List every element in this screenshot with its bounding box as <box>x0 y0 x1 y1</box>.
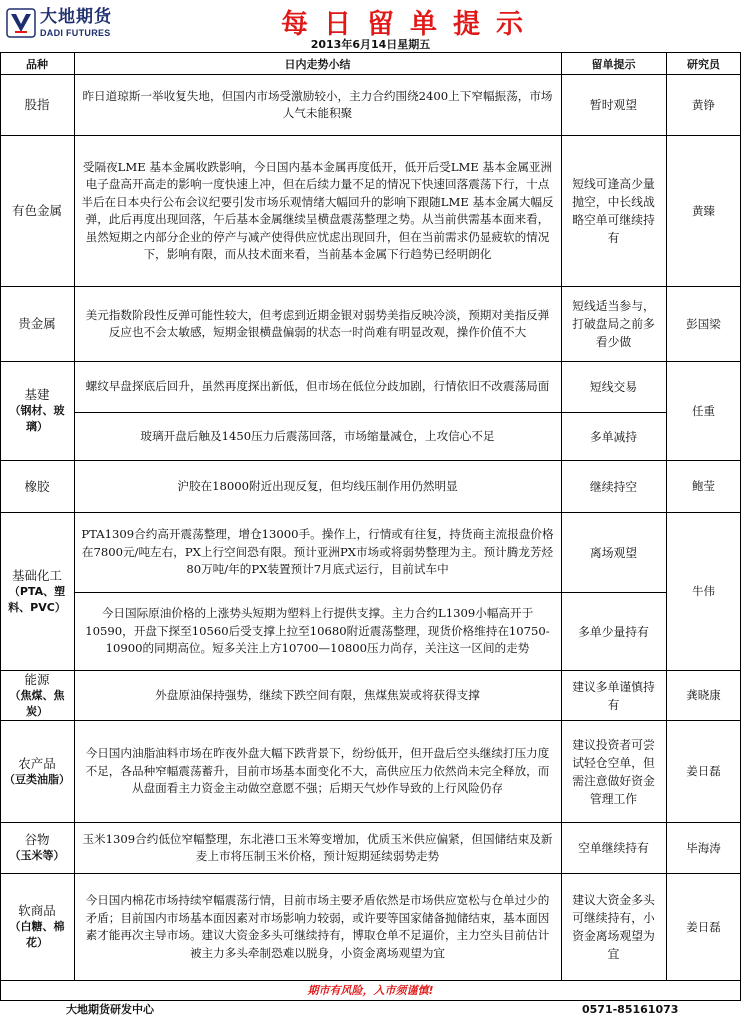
row-advice-stock-index: 暂时观望 <box>589 98 638 112</box>
row-advice-plastics: 多单少量持有 <box>578 624 649 639</box>
row-summary-glass: 玻璃开盘后触及1450压力后震荡回落，市场缩量减仓，上攻信心不足 <box>140 428 495 443</box>
row-researcher-precious-metals: 彭国梁 <box>686 316 721 331</box>
row-advice-softs: 建议大资金多头可继续持有，小资金离场观望为宜 <box>572 893 655 961</box>
row-summary-pta: PTA1309合约高开震荡整理，增仓13000手。操作上，行情或有往复，持货商主流报盘价格在7800元/吨左右，PX上行空间恐有限。预计亚洲PX市场或将弱势整理为主。预计腾龙芳烃80万吨/年的PX装置预计7月底式运行，目前试车中 <box>81 527 554 577</box>
column-header-variety: 品种 <box>26 58 48 71</box>
row-summary-softs: 今日国内棉花市场持续窄幅震荡行情，目前市场主要矛盾依然是市场供应宽松与仓单过少的矛盾；目前国内市场基本面因素对市场影响力较弱，或许要等国家储备抛储结束，基本面因素才能再次主导市场。建议大资金多头可继续持有，博取仓单不足逼价，主力空头目前估计被主力多头牵制恐难以脱身，小资金离场观望为宜 <box>85 893 550 960</box>
row-summary-grains: 玉米1309合约低位窄幅整理，东北港口玉米筹变增加，优质玉米供应偏紧，但国储结束及新麦上市将压制玉米价格，预计短期延续弱势走势 <box>82 831 553 863</box>
row-summary-stock-index: 昨日道琼斯一举收复失地，但国内市场受激励较小，主力合约围绕2400上下窄幅振荡，市场人气未能积聚 <box>82 88 553 120</box>
row-summary-plastics: 今日国际原油价格的上涨势头短期为塑料上行提供支撑。主力合约L1309小幅高开于10590，开盘下探至10560后受支撑上拉至10680附近震荡整理，现货价格维持在10750-10900的同期高位。短多关注上方10700—10800压力尚存，关注这一区间的走势 <box>85 606 550 656</box>
row-researcher-energy: 龚晓康 <box>686 688 721 702</box>
row-advice-rubber: 继续持空 <box>589 479 638 494</box>
row-researcher-stock-index: 黄铮 <box>692 97 715 112</box>
row-advice-grains: 空单继续持有 <box>578 841 649 855</box>
column-header-position-advice: 留单提示 <box>591 58 636 71</box>
report-title: 每日留单提示 <box>281 9 539 40</box>
row-summary-precious-metals: 美元指数阶段性反弹可能性较大，但考虑到近期金银对弱势美指反映冷淡，预期对美指反弹反应也不会太敏感，短期金银横盘偏弱的状态一时尚难有明显改观，操作价值不大 <box>85 307 550 339</box>
row-category-infrastructure: 基建 （钢材、玻璃） <box>9 387 65 433</box>
row-advice-pta: 离场观望 <box>589 545 638 560</box>
row-category-agricultural: 农产品 （豆类油脂） <box>4 755 70 786</box>
footer-organization: 大地期货研发中心 <box>66 1003 154 1016</box>
row-advice-precious-metals: 短线适当参与，打破盘局之前多看少做 <box>572 299 655 349</box>
row-category-rubber: 橡胶 <box>24 478 50 494</box>
logo-english-name: DADI FUTURES <box>40 27 111 38</box>
row-summary-rebar: 螺纹早盘探底后回升，虽然再度探出新低，但市场在低位分歧加剧，行情依旧不改震荡局面 <box>85 379 550 394</box>
row-category-energy: 能源 （焦煤、焦炭） <box>9 671 65 718</box>
row-summary-nonferrous: 受隔夜LME 基本金属收跌影响，今日国内基本金属再度低开，低开后受LME 基本金属亚洲电子盘高开高走的影响一度快速上冲，但在后续力量不足的情况下快速回落震荡下行，十点半后在日本央行公布会议纪要引发市场乐观情绪大幅回升的影响下跟随LME 基本金属大幅反弹，此后再度出现回落，午后基本金属继续呈横盘震荡整理之势。从当前供需基本面来看，虽然短期之内部分企业的停产与减产使得供应忧虑出现回升，但在当前需求仍显疲软的情况下，影响有限，而从技术面来看，当前基本金属下行趋势已经明朗化 <box>81 159 554 261</box>
row-researcher-nonferrous: 黄臻 <box>692 203 715 218</box>
row-category-precious-metals: 贵金属 <box>18 316 56 331</box>
column-header-researcher: 研究员 <box>687 58 720 71</box>
row-researcher-agricultural: 姜日磊 <box>686 764 721 778</box>
footer-phone: 0571-85161073 <box>582 1003 679 1016</box>
row-advice-glass: 多单减持 <box>589 429 638 444</box>
row-category-basic-chemicals: 基础化工 （PTA、塑料、PVC） <box>8 567 66 614</box>
logo-chinese-name: 大地期货 <box>40 6 112 27</box>
row-researcher-softs: 姜日磊 <box>686 919 721 934</box>
report-date: 2013年6月14日星期五 <box>310 38 431 51</box>
row-researcher-grains: 毕海涛 <box>686 840 721 855</box>
row-advice-agricultural: 建议投资者可尝试轻仓空单，但需注意做好资金管理工作 <box>572 737 655 806</box>
row-summary-agricultural: 今日国内油脂油料市场在昨夜外盘大幅下跌背景下，纷纷低开，但开盘后空头继续打压力度不足，各品种窄幅震荡蓄升，目前市场基本面变化不大，高供应压力依然尚未完全释放，而从盘面看主力资金主动做空意愿不强；后期天气炒作导致的上行风险仍存 <box>85 746 550 796</box>
row-researcher-rubber: 鲍莹 <box>692 479 715 493</box>
row-summary-energy: 外盘原油保持强势，继续下跌空间有限，焦煤焦炭或将获得支撑 <box>155 687 480 702</box>
row-researcher-basic-chemicals: 牛伟 <box>692 584 715 598</box>
row-researcher-infrastructure: 任重 <box>692 403 715 418</box>
column-header-intraday-summary: 日内走势小结 <box>284 58 351 71</box>
row-category-softs: 软商品 （白糖、棉花） <box>9 903 65 949</box>
row-category-stock-index: 股指 <box>24 97 50 112</box>
row-summary-rubber: 沪胶在18000附近出现反复，但均线压制作用仍然明显 <box>177 478 458 493</box>
row-advice-rebar: 短线交易 <box>589 380 638 394</box>
row-category-nonferrous: 有色金属 <box>11 203 62 218</box>
row-category-grains: 谷物 （玉米等） <box>9 832 65 862</box>
row-advice-nonferrous: 短线可逢高少量抛空，中长线战略空单可继续持有 <box>572 177 655 245</box>
risk-warning: 期市有风险，入市须谨慎! <box>307 984 434 997</box>
row-advice-energy: 建议多单谨慎持有 <box>572 679 655 712</box>
